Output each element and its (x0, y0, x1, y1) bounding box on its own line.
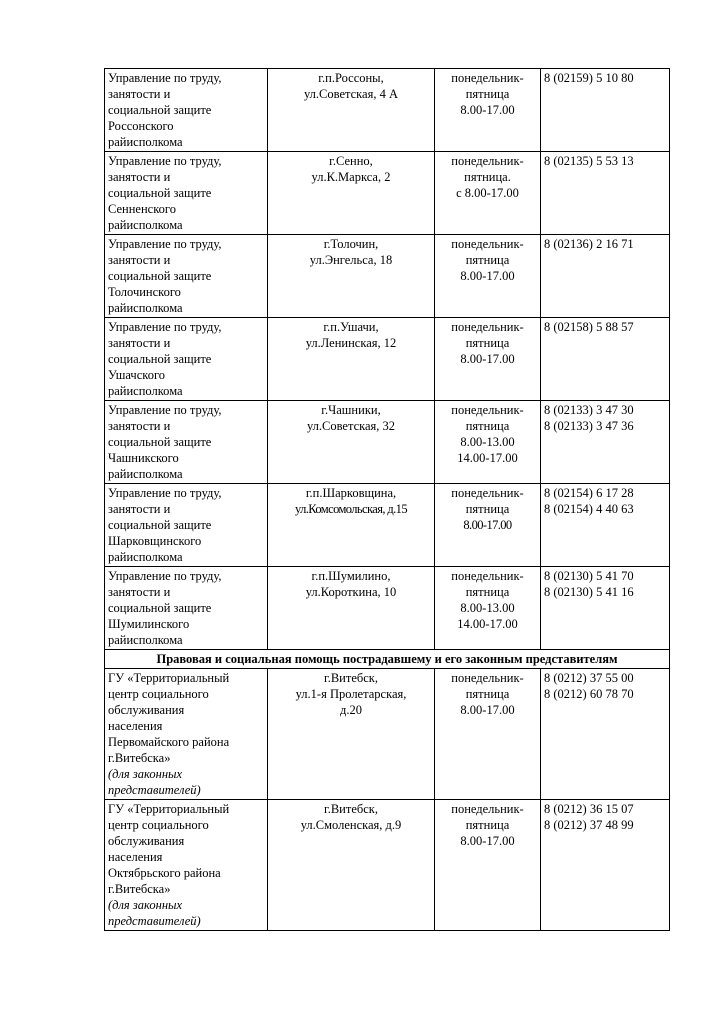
organization-name-line: занятости и (108, 87, 171, 101)
phone-numbers (541, 484, 670, 567)
table-row (105, 401, 670, 484)
phone-numbers (541, 800, 670, 931)
address-line: ул.Смоленская, д.9 (300, 818, 402, 832)
organization-name-line: занятости и (108, 170, 171, 184)
organization-name (105, 567, 268, 650)
organization-name-line: Управление по труду, (108, 403, 222, 417)
table-row (105, 669, 670, 800)
organization-name-line: социальной защите (108, 601, 212, 615)
organization-name-line: райисполкома (108, 384, 183, 398)
organization-name-line: социальной защите (108, 103, 212, 117)
address (268, 69, 435, 152)
phone-numbers-line: 8 (02133) 3 47 36 (544, 419, 634, 433)
working-hours-line: пятница (465, 253, 510, 267)
organization-name-line: занятости и (108, 419, 171, 433)
phone-numbers (541, 235, 670, 318)
organization-name-line: ГУ «Территориальный (108, 802, 230, 816)
phone-numbers-line: 8 (02130) 5 41 16 (544, 585, 634, 599)
organization-name-line: населения (108, 719, 163, 733)
working-hours-line: понедельник- (451, 486, 524, 500)
address (268, 235, 435, 318)
working-hours-line: 8.00-17.00 (460, 834, 515, 848)
phone-numbers-line: 8 (02136) 2 16 71 (544, 237, 634, 251)
phone-numbers-line: 8 (0212) 37 48 99 (544, 818, 634, 832)
working-hours (435, 69, 541, 152)
organization-name-line: Шумилинского (108, 617, 190, 631)
address (268, 800, 435, 931)
working-hours-line: пятница. (464, 170, 511, 184)
organization-name-line: Сенненского (108, 202, 176, 216)
organization-name-line: обслуживания (108, 703, 185, 717)
organization-name-line: занятости и (108, 502, 171, 516)
working-hours (435, 800, 541, 931)
organization-name-line: райисполкома (108, 301, 183, 315)
address-line: г.Толочин, (323, 237, 379, 251)
working-hours-line: пятница (465, 687, 510, 701)
working-hours-line: пятница (465, 336, 510, 350)
organization-name-line: Чашникского (108, 451, 179, 465)
address (268, 401, 435, 484)
address-line: ул.Советская, 4 А (303, 87, 399, 101)
working-hours (435, 401, 541, 484)
organization-name-line: Шарковщинского (108, 534, 202, 548)
organization-name-line: райисполкома (108, 218, 183, 232)
working-hours-line: 8.00-17.00 (460, 269, 515, 283)
table-row (105, 152, 670, 235)
organization-name (105, 235, 268, 318)
phone-numbers-line: 8 (02158) 5 88 57 (544, 320, 634, 334)
address-line: ул.К.Маркса, 2 (311, 170, 391, 184)
organization-name-line: Управление по труду, (108, 71, 222, 85)
organization-name-line: занятости и (108, 253, 171, 267)
organization-name-line: центр социального (108, 687, 209, 701)
organization-name (105, 69, 268, 152)
phone-numbers-line: 8 (02135) 5 53 13 (544, 154, 634, 168)
phone-numbers (541, 318, 670, 401)
working-hours-line: 8.00-17.00 (460, 103, 515, 117)
working-hours-line: пятница (465, 502, 510, 516)
table-row (105, 484, 670, 567)
phone-numbers-line: 8 (02133) 3 47 30 (544, 403, 634, 417)
working-hours (435, 235, 541, 318)
address-line: г.п.Шумилино, (311, 569, 391, 583)
organization-name-line: Управление по труду, (108, 486, 222, 500)
address-line: г.Сенно, (329, 154, 373, 168)
address-line: г.Витебск, (324, 802, 378, 816)
phone-numbers (541, 669, 670, 800)
working-hours-line: с 8.00-17.00 (456, 186, 519, 200)
working-hours (435, 567, 541, 650)
working-hours-line: 8.00-17.00 (463, 518, 512, 532)
working-hours-line: 8.00-13.00 (460, 435, 515, 449)
phone-numbers (541, 567, 670, 650)
organization-note: (для законных (108, 898, 183, 912)
working-hours-line: понедельник- (451, 569, 524, 583)
working-hours (435, 152, 541, 235)
organization-name-line: райисполкома (108, 135, 183, 149)
organization-name-line: райисполкома (108, 550, 183, 564)
organization-name-line: населения (108, 850, 163, 864)
organization-name-line: занятости и (108, 336, 171, 350)
organization-name (105, 318, 268, 401)
section-title: Правовая и социальная помощь пострадавшему и его законным представителям (105, 650, 670, 669)
organization-name-line: социальной защите (108, 269, 212, 283)
phone-numbers-line: 8 (02130) 5 41 70 (544, 569, 634, 583)
organization-name-line: Управление по труду, (108, 569, 222, 583)
organization-name-line: социальной защите (108, 186, 212, 200)
working-hours-line: понедельник- (451, 154, 524, 168)
organization-name (105, 800, 268, 931)
organization-note: представителей) (108, 914, 201, 928)
phone-numbers (541, 401, 670, 484)
address-line: г.п.Ушачи, (323, 320, 379, 334)
organization-name-line: г.Витебска» (108, 882, 171, 896)
address-line: г.Чашники, (321, 403, 381, 417)
address-line: г.п.Россоны, (318, 71, 384, 85)
organization-name-line: занятости и (108, 585, 171, 599)
table-row (105, 235, 670, 318)
phone-numbers (541, 152, 670, 235)
organization-note: представителей) (108, 783, 201, 797)
section-row (105, 650, 670, 669)
address-line: ул.Энгельса, 18 (309, 253, 393, 267)
working-hours (435, 669, 541, 800)
organization-name-line: Управление по труду, (108, 320, 222, 334)
organization-name-line: Толочинского (108, 285, 181, 299)
working-hours-line: пятница (465, 585, 510, 599)
working-hours-line: понедельник- (451, 320, 524, 334)
address-line: ул.1-я Пролетарская, (295, 687, 407, 701)
organization-name (105, 669, 268, 800)
address-line: ул.Короткина, 10 (305, 585, 397, 599)
phone-numbers-line: 8 (0212) 37 55 00 (544, 671, 634, 685)
working-hours-line: 14.00-17.00 (457, 451, 518, 465)
table-row (105, 567, 670, 650)
address-line: ул.Комсомольская, д.15 (295, 502, 407, 516)
phone-numbers-line: 8 (0212) 36 15 07 (544, 802, 634, 816)
working-hours-line: пятница (465, 419, 510, 433)
table-row (105, 800, 670, 931)
phone-numbers-line: 8 (02159) 5 10 80 (544, 71, 634, 85)
organization-name-line: г.Витебска» (108, 751, 171, 765)
organization-name-line: Октябрьского района (108, 866, 221, 880)
organization-note: (для законных (108, 767, 183, 781)
table-row (105, 69, 670, 152)
address-line: г.п.Шарковщина, (305, 486, 397, 500)
address (268, 152, 435, 235)
working-hours-line: пятница (465, 818, 510, 832)
organization-name-line: социальной защите (108, 352, 212, 366)
phone-numbers (541, 69, 670, 152)
working-hours-line: понедельник- (451, 671, 524, 685)
working-hours-line: понедельник- (451, 802, 524, 816)
organization-name-line: райисполкома (108, 633, 183, 647)
contacts-table (104, 68, 670, 931)
working-hours-line: 14.00-17.00 (457, 617, 518, 631)
organization-name-line: социальной защите (108, 518, 212, 532)
phone-numbers-line: 8 (02154) 6 17 28 (544, 486, 634, 500)
organization-name (105, 401, 268, 484)
organization-name (105, 152, 268, 235)
working-hours-line: 8.00-17.00 (460, 703, 515, 717)
working-hours (435, 318, 541, 401)
working-hours-line: понедельник- (451, 71, 524, 85)
organization-name-line: ГУ «Территориальный (108, 671, 230, 685)
organization-name-line: Первомайского района (108, 735, 230, 749)
address (268, 669, 435, 800)
address (268, 318, 435, 401)
organization-name-line: райисполкома (108, 467, 183, 481)
working-hours (435, 484, 541, 567)
organization-name-line: Россонского (108, 119, 174, 133)
working-hours-line: 8.00-13.00 (460, 601, 515, 615)
organization-name-line: Ушачского (108, 368, 166, 382)
address-line: г.Витебск, (324, 671, 378, 685)
table-row (105, 318, 670, 401)
organization-name-line: центр социального (108, 818, 209, 832)
contacts-table-body (105, 69, 670, 931)
address-line: ул.Ленинская, 12 (305, 336, 397, 350)
working-hours-line: понедельник- (451, 403, 524, 417)
organization-name-line: Управление по труду, (108, 237, 222, 251)
phone-numbers-line: 8 (02154) 4 40 63 (544, 502, 634, 516)
organization-name-line: Управление по труду, (108, 154, 222, 168)
working-hours-line: пятница (465, 87, 510, 101)
phone-numbers-line: 8 (0212) 60 78 70 (544, 687, 634, 701)
address (268, 567, 435, 650)
address-line: ул.Советская, 32 (306, 419, 396, 433)
address (268, 484, 435, 567)
working-hours-line: понедельник- (451, 237, 524, 251)
address-line: д.20 (340, 703, 362, 717)
organization-name-line: социальной защите (108, 435, 212, 449)
organization-name (105, 484, 268, 567)
organization-name-line: обслуживания (108, 834, 185, 848)
working-hours-line: 8.00-17.00 (460, 352, 515, 366)
